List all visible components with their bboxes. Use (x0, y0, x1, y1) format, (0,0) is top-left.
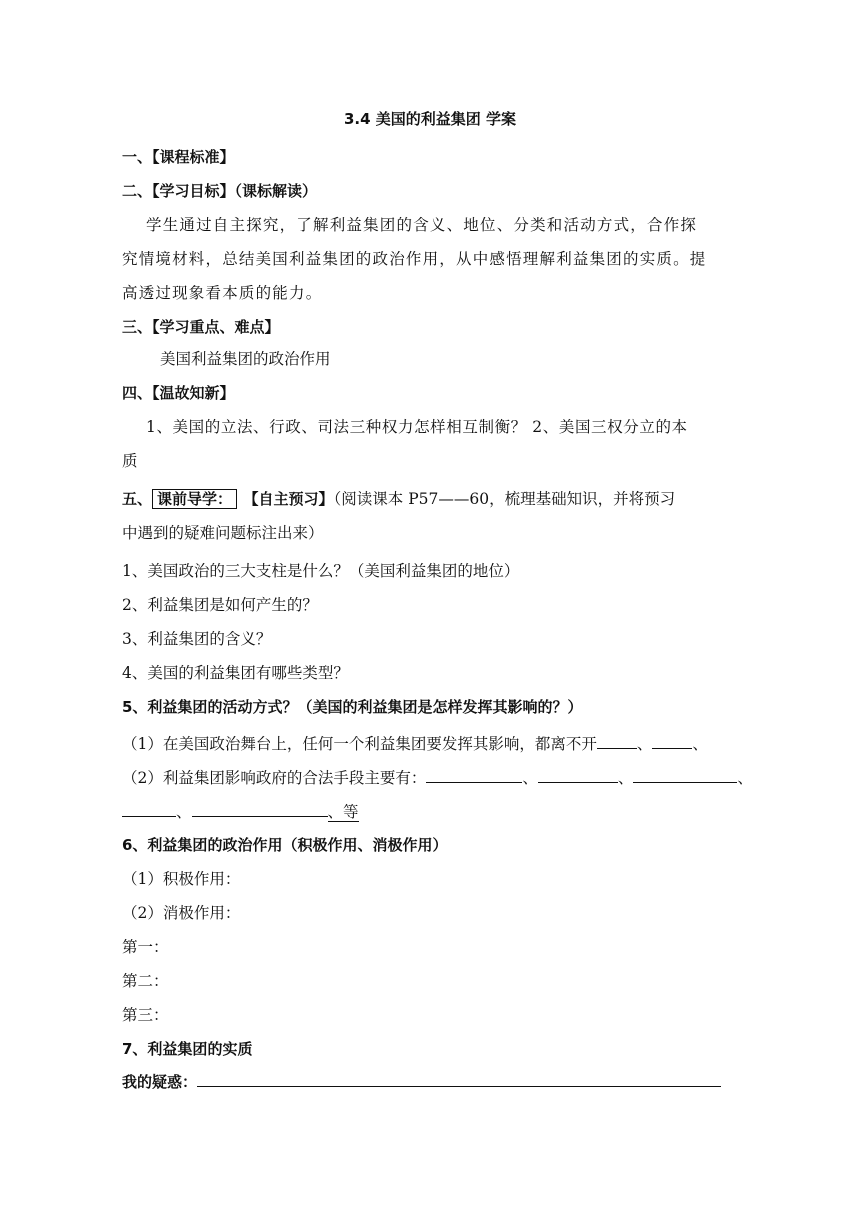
q5-item2-text: （2）利益集团影响政府的合法手段主要有： (122, 769, 427, 787)
review-question-line-1: 1、美国的立法、行政、司法三种权力怎样相互制衡？ 2、美国三权分立的本 (146, 418, 688, 436)
section-key-points: 三、【学习重点、难点】 (122, 318, 280, 336)
fill-blank[interactable] (538, 766, 618, 783)
negative-second: 第二： (122, 972, 169, 990)
fill-blank[interactable] (597, 732, 637, 749)
self-preview-label: 【自主预习】 (251, 490, 334, 508)
my-doubt-row (122, 1070, 721, 1093)
section-review: 四、【温故知新】 (122, 384, 235, 402)
question-3: 3、利益集团的含义？ (122, 630, 272, 648)
negative-third: 第三： (122, 1006, 169, 1024)
pre-class-guide-line-2: 中遇到的疑难问题标注出来） (122, 524, 324, 542)
blank-separator: 、 (176, 803, 192, 821)
document-title: 3.4 美国的利益集团 学案 (343, 110, 517, 128)
fill-blank[interactable] (633, 766, 737, 783)
question-2: 2、利益集团是如何产生的？ (122, 596, 318, 614)
self-preview-instructions: （阅读课本 P57——60，梳理基础知识，并将预习 (333, 490, 676, 508)
section-pre-class-guide (122, 488, 675, 510)
question-4: 4、美国的利益集团有哪些类型？ (122, 664, 349, 682)
blank-separator: 、 (522, 769, 538, 787)
question-5-item-2 (122, 766, 753, 789)
question-6: 6、利益集团的政治作用（积极作用、消极作用） (122, 836, 448, 854)
question-7: 7、利益集团的实质 (122, 1040, 253, 1058)
question-6-negative: （2）消极作用： (122, 904, 241, 922)
fill-blank[interactable] (192, 800, 328, 817)
section-curriculum-standard: 一、【课程标准】 (122, 148, 235, 166)
section-5-prefix: 五、 (122, 490, 153, 508)
question-5-item-1 (122, 732, 708, 755)
blank-separator: 、 (617, 769, 634, 787)
question-6-positive: （1）积极作用： (122, 870, 241, 888)
question-5-item-2-cont (122, 800, 359, 823)
my-doubt-blank[interactable] (197, 1070, 721, 1087)
blank-separator: 、 (737, 769, 753, 787)
question-1: 1、美国政治的三大支柱是什么？（美国利益集团的地位） (122, 562, 520, 580)
negative-first: 第一： (122, 938, 169, 956)
key-points-text: 美国利益集团的政治作用 (160, 350, 331, 368)
section-learning-goals: 二、【学习目标】（课标解读） (122, 182, 318, 200)
fill-blank[interactable] (122, 800, 176, 817)
my-doubt-label: 我的疑惑： (122, 1073, 198, 1091)
review-question-line-2: 质 (122, 452, 138, 470)
blank-separator: 、 (636, 735, 653, 753)
goal-text-line-3: 高透过现象看本质的能力。 (122, 284, 323, 302)
goal-text-line-2: 究情境材料，总结美国利益集团的政治作用，从中感悟理解利益集团的实质。提 (122, 250, 707, 268)
q5-item1-text: （1）在美国政治舞台上，任何一个利益集团要发挥其影响，都离不开 (122, 735, 597, 753)
blank-end: 、等 (327, 803, 359, 821)
fill-blank[interactable] (426, 766, 522, 783)
blank-separator: 、 (692, 735, 708, 753)
question-5: 5、利益集团的活动方式？（美国的利益集团是怎样发挥其影响的？） (122, 698, 583, 716)
pre-class-guide-box: 课前导学： (152, 489, 237, 509)
fill-blank[interactable] (652, 732, 692, 749)
goal-text-line-1: 学生通过自主探究，了解利益集团的含义、地位、分类和活动方式，合作探 (146, 216, 698, 234)
